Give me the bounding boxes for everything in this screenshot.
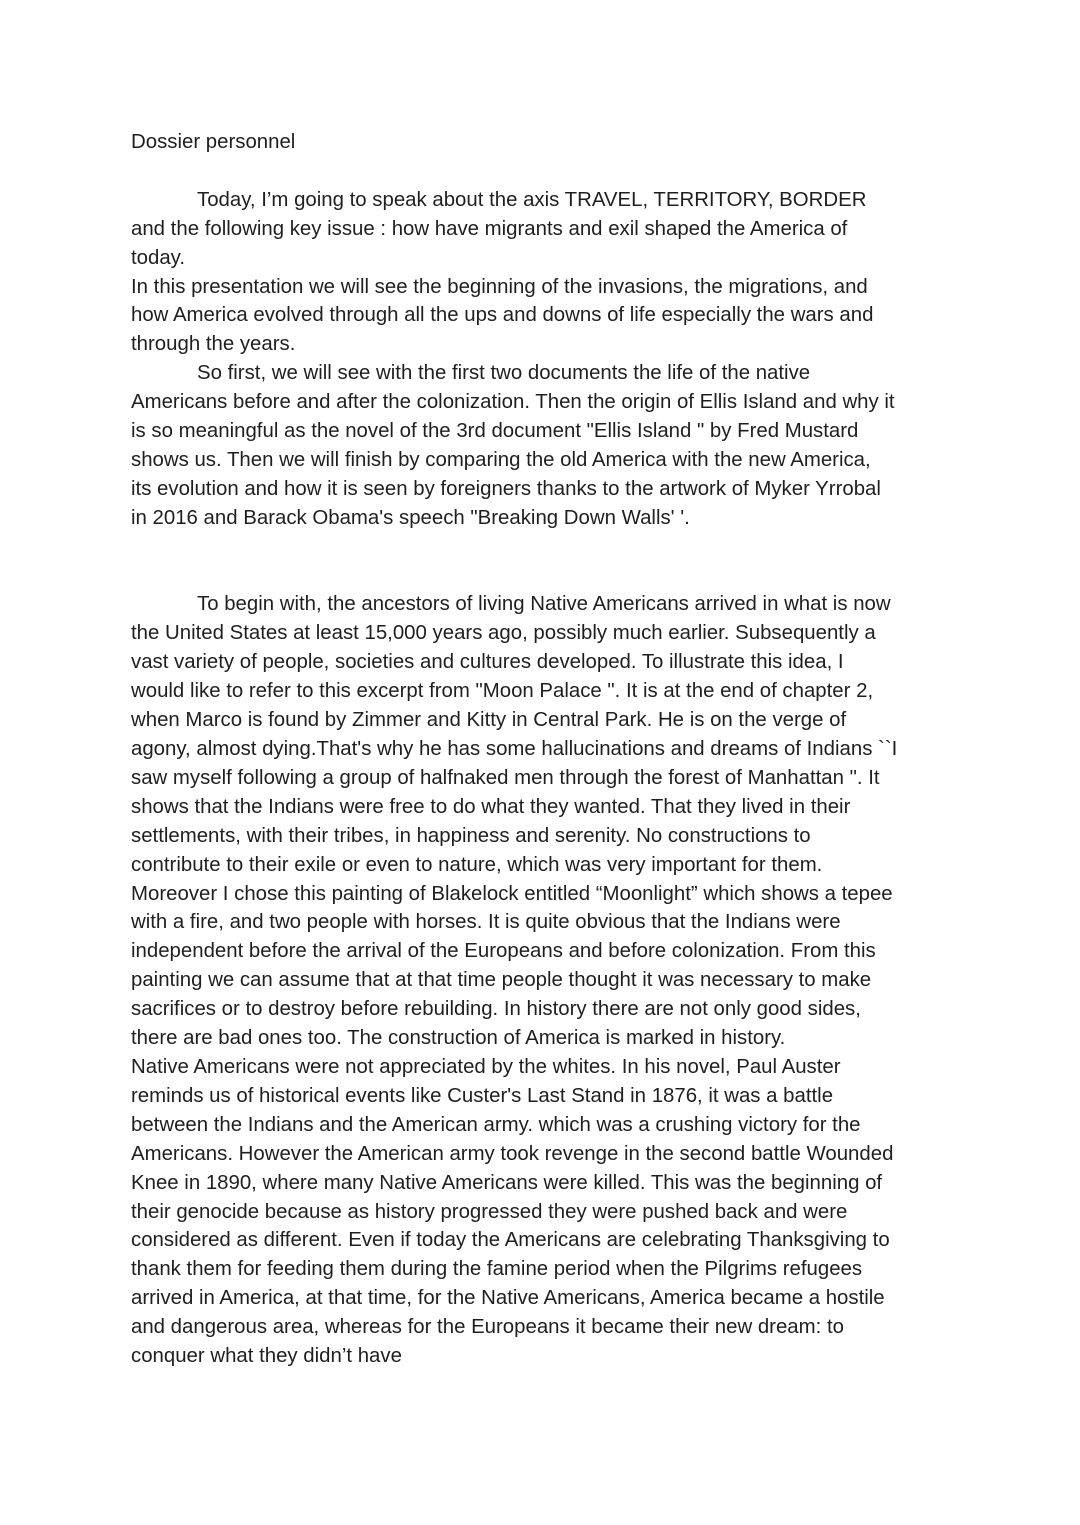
intro-paragraph-overview: In this presentation we will see the beginning of the invasions, the migrations, and how America evolved through all the ups and downs of life especially the wars and through the years. (131, 275, 874, 356)
body-paragraph-native-americans: To begin with, the ancestors of living Native Americans arrived in what is now the United States at least 15,000 years ago, possibly much earlier. Subsequently a vast variety of people, societies and cultures developed. To illustrate this idea, I would like to refer to this excerpt from "Moon Palace ". It is at the end of chapter 2, when Marco is found by Zimmer and Kitty in Central Park. He is on the verge of agony, almost dying.That's why he has some hallucinations and dreams of Indians ``I saw myself following a group of halfnaked men through the forest of Manhattan ". It shows that the Indians were free to do what they wanted. That they lived in their settlements, with their tribes, in happiness and serenity. No constructions to contribute to their exile or even to nature, which was very important for them. Moreover I chose this painting of Blakelock entitled “Moonlight” which shows a tepee with a fire, and two people with horses. It is quite obvious that the Indians were independent before the arrival of the Europeans and before colonization. From this painting we can assume that at that time people thought it was necessary to make sacrifices or to destroy before rebuilding. In history there are not only good sides, there are bad ones too. The construction of America is marked in history. (131, 593, 898, 1050)
intro-paragraph-axis: Today, I’m going to speak about the axis TRAVEL, TERRITORY, BORDER and the following key issue : how have migrants and exil shaped the America of today. (131, 188, 867, 269)
document-title: Dossier personnel (131, 131, 296, 153)
document-body (131, 128, 961, 1371)
body-paragraph-history: Native Americans were not appreciated by the whites. In his novel, Paul Auster reminds us of historical events like Custer's Last Stand in 1876, it was a battle between the Indians and the American army. which was a crushing victory for the Americans. However the American army took revenge in the second battle Wounded Knee in 1890, where many Native Americans were killed. This was the beginning of their genocide because as history progressed they were pushed back and were considered as different. Even if today the Americans are celebrating Thanksgiving to thank them for feeding them during the famine period when the Pilgrims refugees arrived in America, at that time, for the Native Americans, America became a hostile and dangerous area, whereas for the Europeans it became their new dream: to conquer what they didn’t have (131, 1055, 894, 1368)
spacer (131, 533, 961, 591)
intro-paragraph-plan: So first, we will see with the first two documents the life of the native Americans before and after the colonization. Then the origin of Ellis Island and why it is so meaningful as the novel of the 3rd document "Ellis Island " by Fred Mustard shows us. Then we will finish by comparing the old America with the new America, its evolution and how it is seen by foreigners thanks to the artwork of Myker Yrrobal in 2016 and Barack Obama's speech "Breaking Down Walls' '. (131, 362, 895, 529)
spacer (131, 157, 961, 186)
